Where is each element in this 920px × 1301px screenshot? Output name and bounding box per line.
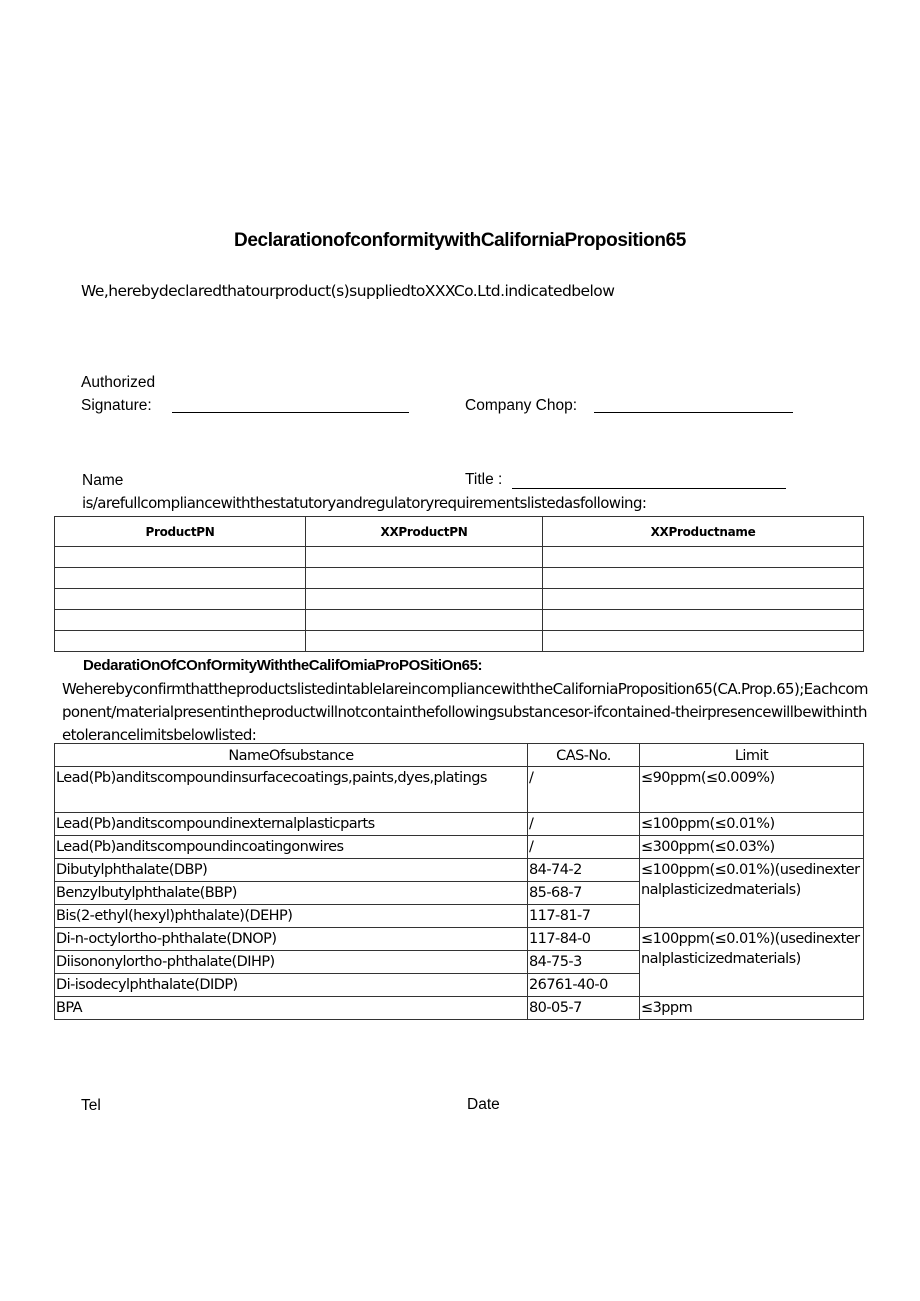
- product-cell[interactable]: [55, 589, 306, 610]
- product-cell[interactable]: [306, 610, 543, 631]
- cas-number: 84-75-3: [528, 951, 640, 974]
- table-row: [55, 928, 864, 951]
- authorized-label: Authorized: [81, 374, 156, 391]
- substance-name: Lead(Pb)anditscompoundinexternalplasticparts: [55, 813, 528, 836]
- product-cell[interactable]: [306, 568, 543, 589]
- substance-limit: ≤90ppm(≤0.009%): [640, 767, 864, 813]
- table-row: [55, 631, 864, 652]
- company-chop-label: Company Chop:: [465, 397, 578, 414]
- company-chop-line[interactable]: [594, 412, 793, 413]
- document-title: DeclarationofconformitywithCaliforniaProposition65: [234, 230, 686, 251]
- table-row: [55, 859, 864, 882]
- declaration-paragraph: WeherebyconfirmthattheproductslistedintableIareincompliancewiththeCaliforniaProposition65(CA.Prop.65);Eachcomponent/materialpresentintheproductwillnotcontainthefollowingsubstancesor-ifcontained-theirpresencewillbewithinthetolerancelimitsbelowlisted:: [62, 680, 868, 744]
- group-limit-phthalates-1: ≤100ppm(≤0.01%)(usedinexternalplasticizedmaterials): [640, 859, 864, 928]
- table-row: [55, 547, 864, 568]
- substance-name: Bis(2-ethyl(hexyl)phthalate)(DEHP): [55, 905, 528, 928]
- intro-statement: We,herebydeclaredthatourproduct(s)suppliedtoXXXCo.Ltd.indicatedbelow: [81, 282, 615, 300]
- tel-label: Tel: [81, 1097, 101, 1114]
- cas-number: /: [528, 767, 640, 813]
- product-table: [54, 516, 864, 652]
- header-xx-product-name: XXProductname: [543, 517, 864, 547]
- cas-number: /: [528, 836, 640, 859]
- header-cas-no: CAS-No.: [528, 744, 640, 767]
- product-cell[interactable]: [543, 589, 864, 610]
- product-cell[interactable]: [543, 610, 864, 631]
- substance-name: Di-n-octylortho-phthalate(DNOP): [55, 928, 528, 951]
- substance-name: Diisononylortho-phthalate(DIHP): [55, 951, 528, 974]
- substance-name: Di-isodecylphthalate(DIDP): [55, 974, 528, 997]
- substance-limit: ≤300ppm(≤0.03%): [640, 836, 864, 859]
- product-cell[interactable]: [543, 547, 864, 568]
- substance-limit: ≤100ppm(≤0.01%): [640, 813, 864, 836]
- title-label: Title :: [465, 471, 503, 488]
- product-cell[interactable]: [543, 631, 864, 652]
- cas-number: 85-68-7: [528, 882, 640, 905]
- cas-number: 26761-40-0: [528, 974, 640, 997]
- product-cell[interactable]: [55, 631, 306, 652]
- substance-table: [54, 743, 864, 1020]
- table-row: [55, 836, 864, 859]
- table-row: [55, 610, 864, 631]
- cas-number: 80-05-7: [528, 997, 640, 1020]
- cas-number: 117-84-0: [528, 928, 640, 951]
- header-substance-name: NameOfsubstance: [55, 744, 528, 767]
- compliance-statement: is/arefullcompliancewiththestatutoryandregulatoryrequirementslistedasfollowing:: [82, 494, 647, 512]
- substance-name: BPA: [55, 997, 528, 1020]
- substance-name: Lead(Pb)anditscompoundinsurfacecoatings,paints,dyes,platings: [55, 767, 528, 813]
- product-cell[interactable]: [543, 568, 864, 589]
- substance-table-header: [55, 744, 864, 767]
- cas-number: /: [528, 813, 640, 836]
- table-row: [55, 813, 864, 836]
- date-label: Date: [467, 1096, 500, 1113]
- name-label: Name: [82, 472, 124, 489]
- header-limit: Limit: [640, 744, 864, 767]
- table-row: [55, 568, 864, 589]
- product-cell[interactable]: [55, 568, 306, 589]
- product-cell[interactable]: [55, 547, 306, 568]
- group-limit-phthalates-2: ≤100ppm(≤0.01%)(usedinexternalplasticizedmaterials): [640, 928, 864, 997]
- product-table-header: [55, 517, 864, 547]
- substance-name: Lead(Pb)anditscompoundincoatingonwires: [55, 836, 528, 859]
- cas-number: 117-81-7: [528, 905, 640, 928]
- table-row: [55, 767, 864, 813]
- declaration-heading: DedaratiOnOfCOnfOrmityWiththeCalifOmiaProPOSitiOn65:: [83, 657, 483, 674]
- product-cell[interactable]: [306, 631, 543, 652]
- header-xx-product-pn: XXProductPN: [306, 517, 543, 547]
- product-cell[interactable]: [306, 589, 543, 610]
- header-product-pn: ProductPN: [55, 517, 306, 547]
- table-row: [55, 589, 864, 610]
- title-line[interactable]: [512, 488, 786, 489]
- substance-name: Benzylbutylphthalate(BBP): [55, 882, 528, 905]
- substance-name: Dibutylphthalate(DBP): [55, 859, 528, 882]
- product-cell[interactable]: [55, 610, 306, 631]
- cas-number: 84-74-2: [528, 859, 640, 882]
- table-row: [55, 997, 864, 1020]
- signature-line[interactable]: [172, 412, 409, 413]
- substance-limit: ≤3ppm: [640, 997, 864, 1020]
- signature-label: Signature:: [81, 397, 152, 414]
- product-cell[interactable]: [306, 547, 543, 568]
